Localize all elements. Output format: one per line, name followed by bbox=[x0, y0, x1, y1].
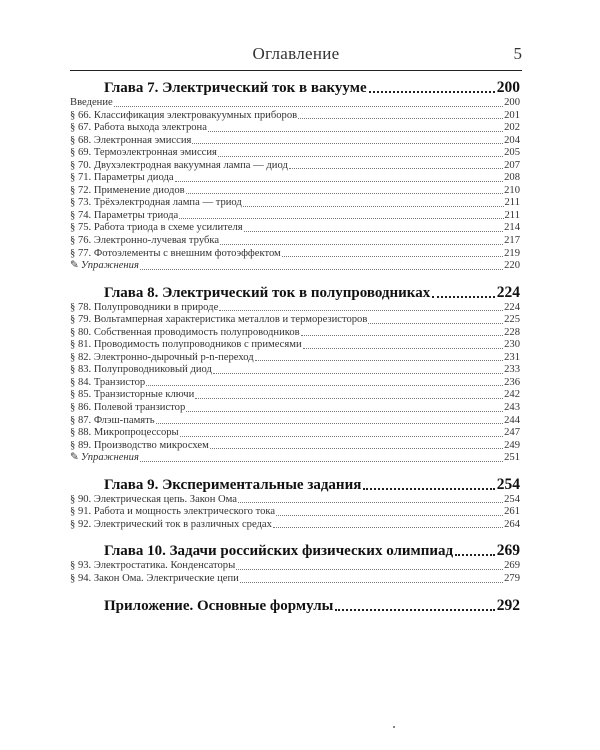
dot-leader bbox=[303, 339, 503, 349]
dot-leader bbox=[208, 122, 503, 132]
entry-label bbox=[70, 222, 243, 235]
dot-leader bbox=[186, 184, 503, 194]
dot-leader bbox=[210, 439, 503, 449]
entry-text: Упражнения bbox=[80, 452, 139, 464]
entry-text: § 94. Закон Ома. Электрические цепи bbox=[70, 572, 239, 584]
entry-text: § 70. Двухэлектродная вакуумная лампа — диод bbox=[70, 159, 288, 171]
header-rule bbox=[70, 70, 522, 71]
dot-leader bbox=[240, 573, 503, 583]
dot-leader bbox=[146, 376, 503, 386]
entry-text: § 69. Термоэлектронная эмиссия bbox=[70, 147, 217, 159]
speck bbox=[393, 726, 395, 728]
entry-label bbox=[70, 235, 219, 248]
exercises-entry[interactable] bbox=[70, 452, 520, 465]
toc-entry[interactable] bbox=[70, 339, 520, 352]
toc-entry[interactable] bbox=[70, 327, 520, 340]
entry-text: § 92. Электрический ток в различных средах bbox=[70, 518, 272, 530]
entry-page-number: 211 bbox=[504, 197, 520, 209]
dot-leader bbox=[455, 543, 495, 556]
entry-text: § 71. Параметры диода bbox=[70, 172, 174, 184]
entry-page-number: 247 bbox=[504, 427, 520, 439]
entry-label bbox=[70, 364, 212, 377]
entry-page-number: 205 bbox=[504, 147, 520, 159]
exercises-entry[interactable] bbox=[70, 260, 520, 273]
chapter-title: Глава 10. Задачи российских физических олимпиад bbox=[104, 543, 454, 560]
chapter-spacer bbox=[70, 465, 520, 475]
entry-text: § 72. Применение диодов bbox=[70, 184, 185, 196]
chapter-title: Глава 8. Электрический ток в полупроводниках bbox=[104, 284, 431, 301]
entry-label bbox=[70, 519, 272, 532]
toc-entry[interactable] bbox=[70, 440, 520, 453]
entry-text: § 67. Работа выхода электрона bbox=[70, 122, 207, 134]
entry-label bbox=[70, 110, 297, 123]
entry-page-number: 243 bbox=[504, 402, 520, 414]
dot-leader bbox=[179, 209, 503, 219]
chapter-title: Приложение. Основные формулы bbox=[104, 597, 334, 614]
chapter-page-number: 269 bbox=[496, 542, 520, 560]
entry-text: § 93. Электростатика. Конденсаторы bbox=[70, 560, 236, 572]
dot-leader bbox=[335, 598, 494, 611]
dot-leader bbox=[180, 427, 503, 437]
entry-text: § 89. Производство микросхем bbox=[70, 439, 209, 451]
toc-entry[interactable] bbox=[70, 377, 520, 390]
entry-label bbox=[70, 97, 113, 110]
dot-leader bbox=[301, 326, 503, 336]
entry-label bbox=[70, 494, 237, 507]
toc-entry[interactable] bbox=[70, 302, 520, 315]
entry-page-number: 233 bbox=[504, 364, 520, 376]
entry-text: § 91. Работа и мощность электрического тока bbox=[70, 506, 276, 518]
toc-entry[interactable] bbox=[70, 97, 520, 110]
dot-leader bbox=[213, 364, 503, 374]
entry-label bbox=[70, 160, 288, 173]
toc-entry[interactable] bbox=[70, 402, 520, 415]
entry-page-number: 219 bbox=[504, 247, 520, 259]
toc-entry[interactable] bbox=[70, 314, 520, 327]
chapter-page-number: 292 bbox=[496, 596, 520, 614]
entry-text: § 66. Классификация электровакуумных приборов bbox=[70, 109, 298, 121]
entry-label bbox=[70, 573, 239, 586]
entry-page-number: 254 bbox=[504, 493, 520, 505]
chapter-page-number: 200 bbox=[496, 79, 520, 96]
entry-page-number: 208 bbox=[504, 172, 520, 184]
entry-page-number: 249 bbox=[504, 439, 520, 451]
entry-page-number: 200 bbox=[504, 97, 520, 108]
entry-text: § 88. Микропроцессоры bbox=[70, 427, 179, 439]
dot-leader bbox=[114, 97, 503, 107]
chapter-page-number: 224 bbox=[496, 283, 520, 301]
entry-text: § 77. Фотоэлементы с внешним фотоэффектом bbox=[70, 247, 281, 259]
pencil-icon: ✎ bbox=[70, 260, 79, 272]
entry-label bbox=[70, 389, 194, 402]
entry-page-number: 202 bbox=[504, 122, 520, 134]
chapter-heading[interactable] bbox=[70, 596, 520, 615]
entry-text: § 81. Проводимость полупроводников с примесями bbox=[70, 339, 302, 351]
chapter-block bbox=[70, 596, 520, 615]
chapter-title: Глава 7. Электрический ток в вакууме bbox=[104, 80, 367, 96]
entry-text: § 73. Трёхэлектродная лампа — триод bbox=[70, 197, 242, 209]
entry-label bbox=[70, 560, 235, 573]
chapter-spacer bbox=[70, 586, 520, 596]
toc-entry[interactable] bbox=[70, 160, 520, 173]
entry-label bbox=[70, 339, 302, 352]
toc-entry[interactable] bbox=[70, 352, 520, 365]
dot-leader bbox=[220, 235, 503, 245]
chapter-heading[interactable] bbox=[70, 78, 520, 97]
entry-label bbox=[70, 352, 254, 365]
dot-leader bbox=[368, 314, 503, 324]
dot-leader bbox=[156, 414, 504, 424]
entry-text: § 86. Полевой транзистор bbox=[70, 402, 186, 414]
entry-text: § 90. Электрическая цепь. Закон Ома bbox=[70, 493, 238, 505]
entry-label bbox=[70, 402, 185, 415]
entry-page-number: 279 bbox=[504, 572, 520, 584]
entry-text: § 76. Электронно-лучевая трубка bbox=[70, 235, 220, 247]
entry-text: § 79. Вольтамперная характеристика металлов и терморезисторов bbox=[70, 314, 368, 326]
toc-entry[interactable] bbox=[70, 427, 520, 440]
toc-entry[interactable] bbox=[70, 573, 520, 586]
dot-leader bbox=[186, 402, 503, 412]
entry-page-number: 244 bbox=[504, 414, 520, 426]
toc-entry[interactable] bbox=[70, 197, 520, 210]
dot-leader bbox=[432, 285, 495, 298]
entry-label bbox=[70, 185, 185, 198]
dot-leader bbox=[244, 222, 503, 232]
entry-text: § 82. Электронно-дырочный p-n-переход bbox=[70, 351, 254, 363]
entry-label bbox=[70, 260, 139, 273]
entry-label bbox=[70, 172, 174, 185]
dot-leader bbox=[363, 477, 494, 490]
toc-entry[interactable] bbox=[70, 222, 520, 235]
entry-label bbox=[70, 377, 145, 390]
running-header bbox=[70, 44, 522, 66]
dot-leader bbox=[238, 493, 503, 503]
header-title: Оглавление bbox=[252, 44, 340, 63]
entry-page-number: 236 bbox=[504, 376, 520, 388]
toc-entry[interactable] bbox=[70, 135, 520, 148]
entry-label bbox=[70, 302, 218, 315]
entry-label bbox=[70, 314, 367, 327]
entry-text: § 83. Полупроводниковый диод bbox=[70, 364, 212, 376]
entry-text: § 74. Параметры триода bbox=[70, 209, 179, 221]
entry-label bbox=[70, 440, 209, 453]
toc-entry[interactable] bbox=[70, 210, 520, 223]
toc-entry[interactable] bbox=[70, 415, 520, 428]
toc-entry[interactable] bbox=[70, 185, 520, 198]
toc-entry[interactable] bbox=[70, 560, 520, 573]
entry-page-number: 264 bbox=[504, 518, 520, 530]
pencil-icon: ✎ bbox=[70, 452, 79, 464]
entry-page-number: 228 bbox=[504, 326, 520, 338]
toc-entry[interactable] bbox=[70, 248, 520, 261]
entry-page-number: 214 bbox=[504, 222, 520, 234]
dot-leader bbox=[369, 80, 495, 93]
entry-page-number: 225 bbox=[504, 314, 520, 326]
entry-page-number: 210 bbox=[504, 184, 520, 196]
dot-leader bbox=[273, 518, 503, 528]
entry-page-number: 261 bbox=[504, 506, 520, 518]
toc-entry[interactable] bbox=[70, 147, 520, 160]
entry-text: § 87. Флэш-память bbox=[70, 414, 155, 426]
entry-text: § 75. Работа триода в схеме усилителя bbox=[70, 222, 243, 234]
entry-label bbox=[70, 197, 242, 210]
chapter-page-number: 254 bbox=[496, 475, 520, 493]
toc-entry[interactable] bbox=[70, 364, 520, 377]
entry-text: § 80. Собственная проводимость полупроводников bbox=[70, 326, 300, 338]
entry-page-number: 217 bbox=[504, 235, 520, 247]
chapter-title: Глава 9. Экспериментальные задания bbox=[104, 476, 362, 493]
chapter-block bbox=[70, 475, 520, 532]
chapter-heading[interactable] bbox=[70, 475, 520, 494]
dot-leader bbox=[219, 301, 503, 311]
entry-text: Введение bbox=[70, 97, 113, 108]
entry-page-number: 201 bbox=[504, 109, 520, 121]
chapter-block bbox=[70, 541, 520, 585]
dot-leader bbox=[282, 247, 503, 257]
chapter-block bbox=[70, 283, 520, 465]
chapter-block bbox=[70, 78, 520, 273]
toc-entry[interactable] bbox=[70, 506, 520, 519]
entry-text: § 68. Электронная эмиссия bbox=[70, 134, 192, 146]
entry-label bbox=[70, 248, 281, 261]
entry-text: § 84. Транзистор bbox=[70, 376, 146, 388]
dot-leader bbox=[276, 506, 503, 516]
dot-leader bbox=[243, 197, 504, 207]
entry-page-number: 230 bbox=[504, 339, 520, 351]
chapter-spacer bbox=[70, 531, 520, 541]
dot-leader bbox=[298, 109, 503, 119]
entry-label bbox=[70, 327, 300, 340]
entry-page-number: 251 bbox=[504, 452, 520, 464]
chapter-heading[interactable] bbox=[70, 283, 520, 302]
toc-entry[interactable] bbox=[70, 494, 520, 507]
entry-text: Упражнения bbox=[80, 260, 139, 272]
entry-text: § 78. Полупроводники в природе bbox=[70, 301, 219, 313]
entry-page-number: 224 bbox=[504, 301, 520, 313]
header-page-number: 5 bbox=[513, 44, 522, 63]
entry-page-number: 207 bbox=[504, 159, 520, 171]
entry-label bbox=[70, 210, 178, 223]
toc-entry[interactable] bbox=[70, 519, 520, 532]
table-of-contents bbox=[70, 78, 520, 615]
dot-leader bbox=[195, 389, 503, 399]
toc-entry[interactable] bbox=[70, 110, 520, 123]
entry-label bbox=[70, 506, 275, 519]
toc-entry[interactable] bbox=[70, 172, 520, 185]
dot-leader bbox=[218, 147, 503, 157]
dot-leader bbox=[236, 560, 503, 570]
dot-leader bbox=[192, 134, 503, 144]
chapter-spacer bbox=[70, 273, 520, 283]
toc-entry[interactable] bbox=[70, 122, 520, 135]
dot-leader bbox=[140, 452, 503, 462]
entry-page-number: 220 bbox=[504, 260, 520, 272]
entry-label bbox=[70, 452, 139, 465]
entry-page-number: 242 bbox=[504, 389, 520, 401]
dot-leader bbox=[255, 351, 503, 361]
dot-leader bbox=[140, 260, 503, 270]
toc-entry[interactable] bbox=[70, 389, 520, 402]
entry-label bbox=[70, 147, 217, 160]
entry-text: § 85. Транзисторные ключи bbox=[70, 389, 195, 401]
entry-label bbox=[70, 135, 191, 148]
entry-label bbox=[70, 122, 207, 135]
entry-label bbox=[70, 415, 155, 428]
toc-entry[interactable] bbox=[70, 235, 520, 248]
entry-page-number: 204 bbox=[504, 134, 520, 146]
dot-leader bbox=[175, 172, 504, 182]
entry-page-number: 211 bbox=[504, 209, 520, 221]
entry-page-number: 231 bbox=[504, 351, 520, 363]
entry-page-number: 269 bbox=[504, 560, 520, 572]
dot-leader bbox=[289, 159, 503, 169]
chapter-heading[interactable] bbox=[70, 541, 520, 560]
entry-label bbox=[70, 427, 179, 440]
